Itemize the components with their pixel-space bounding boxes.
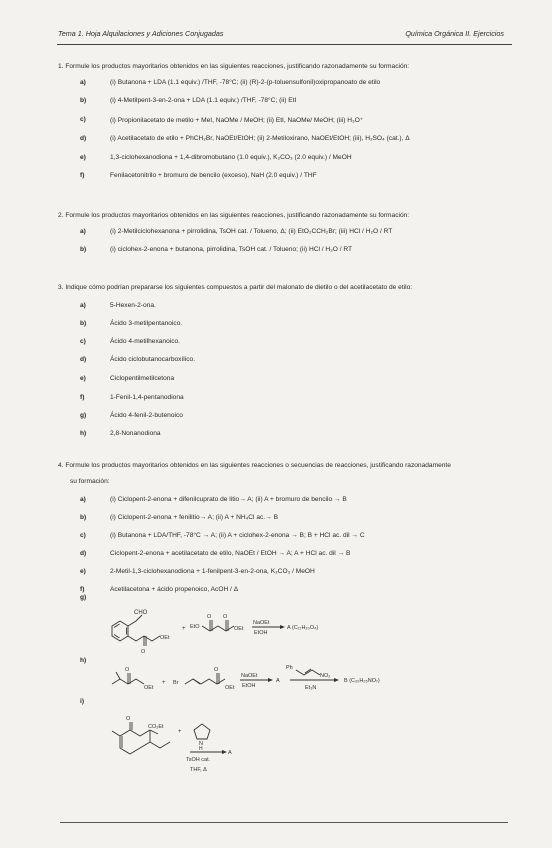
reagent-top: TsOH cat. [186, 757, 211, 763]
question-4-title-line2: su formación: [70, 478, 110, 485]
plus-sign: + [182, 626, 186, 632]
question-1-title: 1. Formule los productos mayoritarios obtenidos en las siguientes reacciones, justificando razonadamente su formación: [58, 63, 410, 70]
phenyl-label: Ph [286, 665, 293, 671]
header-course: Química Orgánica II. Ejercicios [405, 29, 504, 38]
reagent-bottom: THF, Δ [190, 767, 207, 773]
header-topic: Tema 1. Hoja Alquilaciones y Adiciones Conjugadas [58, 29, 224, 38]
question-2-title: 2. Formule los productos mayoritarios obtenidos en las siguientes reacciones, justificando razonadamente su formación: [58, 212, 410, 219]
oxygen-label: O [214, 667, 219, 673]
product-label: B (C₂₀H₂₅NO₇) [344, 678, 380, 684]
oet-label: OEt [234, 626, 244, 632]
intermediate-label: A [276, 678, 280, 684]
oet-label: OEt [160, 635, 170, 641]
reagent-top: NaOEt [253, 620, 270, 626]
reagent-bottom: EtOH [254, 630, 268, 636]
product-label: A [228, 750, 232, 756]
footer-rule [60, 822, 508, 823]
hydrogen-label: H [199, 746, 203, 752]
worksheet-page: Tema 1. Hoja Alquilaciones y Adiciones Conjugadas Química Orgánica II. Ejercicios 1. Formule los productos mayoritarios obtenidos en las siguientes reacciones, justificando razonadamente su formación: a) (i) Butanona + LDA (1.1 equiv.) /THF, -78°C; (ii) (R)-2-(p-toluensulfonil)oxipropanoato de etilo b) (i) 4-Metilpent-3-en-2-ona + LDA (1.1 equiv.) /THF, -78°C; (ii) EtI c) (i) Propionilacetato de metilo + MeI, NaOMe / MeOH; (ii) EtI, NaOMe/ MeOH; (iii) H₃O⁺ d) (i) Acetilacetato de etilo + PhCH₂Br, NaOEt/EtOH; (ii) 2-Metiloxirano, NaOEt/EtOH; (iii), H₂SO₄ (cat.), Δ e) 1,3-ciclohexanodiona + 1,4-dibromobutano (1.0 equiv.), K₂CO₃ (2.0 equiv.) / MeOH f) Fenilacetonitrilo + bromuro de bencilo (exceso), NaH (2.0 equiv.) / THF 2. Formule los productos mayoritarios obtenidos en las siguientes reacciones, justificando razonadamente su formación: a) (i) 2-Metilciclohexanona + pirrolidina, TsOH cat. / Tolueno, Δ; (ii) EtO₂CCH₂Br; (iii) HCl / H₂O / RT b) (i) ciclohex-2-enona + butanona, pirrolidina, TsOH cat. / Tolueno; (ii) HCl / H₂O / RT 3. Indique cómo podrían prepararse los siguientes compuestos a partir del malonato de dietilo o del acetilacetato de etilo: a) 5-Hexen-2-ona. b) Ácido 3-metilpentanoico. c) Ácido 4-metilhexanoico. d) Ácido ciclobutanocarboxílico. e) Ciclopentilmetilcetona f) 1-Fenil-1,4-pentanodiona g) Ácido 4-fenil-2-butenoico h) 2,8-Nonanodiona 4. Formule los productos mayoritarios obtenidos en las siguientes reacciones o secuencias de reacciones, justificando razonadamente su formación: a) (i) Ciclopent-2-enona + difenilcuprato de litio→ A; (ii) A + bromuro de bencilo → B b) (i) Ciclopent-2-enona + fenilitio→ A; (ii) A + NH₄Cl ac.→ B c) (i) Butanona + LDA/THF, -78°C → A; (ii) A + ciclohex-2-enona → B; B + HCl ac. dil → C d) Ciclopent-2-enona + acetilacetato de etilo, NaOEt / EtOH → A; A + HCl ac. dil → B e) 2-Metil-1,3-ciclohexanodiona + 1-fenilpent-3-en-2-ona, K₂CO₃ / MeOH f) Acetilacetona + ácido propenoico, AcOH / Δ g) CHO OEt O + EtO OEt O O NaOEt EtOH A (C₁₇H₂₀O₄) h) OEt O + Br OEt O NaOEt EtOH A Ph NO₂ Et₃N B (C₂₀H₂₅NO₇) i) O CO₂Et + N H A TsOH cat. THF, Δ [0, 0, 552, 848]
question-4-title-line1: 4. Formule los productos mayoritarios obtenidos en las siguientes reacciones o secuencias de reacciones, justificando razonadamente [58, 462, 451, 469]
cho-label: CHO [134, 610, 148, 616]
ester-label: CO₂Et [148, 724, 164, 730]
oxygen-label: O [125, 667, 130, 673]
nitro-label: NO₂ [320, 673, 331, 679]
plus-sign: + [162, 680, 166, 686]
oet-label: OEt [144, 685, 154, 691]
question-3-title: 3. Indique cómo podrían prepararse los siguientes compuestos a partir del malonato de dietilo o del acetilacetato de etilo: [58, 284, 413, 291]
oet-label: OEt [225, 685, 235, 691]
eto-label: EtO [190, 624, 200, 630]
bromine-label: Br [173, 680, 179, 686]
product-label: A (C₁₇H₂₀O₄) [287, 625, 319, 631]
reagent-bottom: Et₃N [305, 685, 317, 691]
reagent-bottom: EtOH [242, 683, 256, 689]
oxygen-label: O [223, 614, 228, 620]
oxygen-label: O [141, 649, 146, 655]
nitrogen-label: N [199, 741, 203, 747]
oxygen-label: O [126, 716, 131, 722]
plus-sign: + [178, 729, 182, 735]
reagent-top: NaOEt [241, 673, 258, 679]
oxygen-label: O [207, 614, 212, 620]
